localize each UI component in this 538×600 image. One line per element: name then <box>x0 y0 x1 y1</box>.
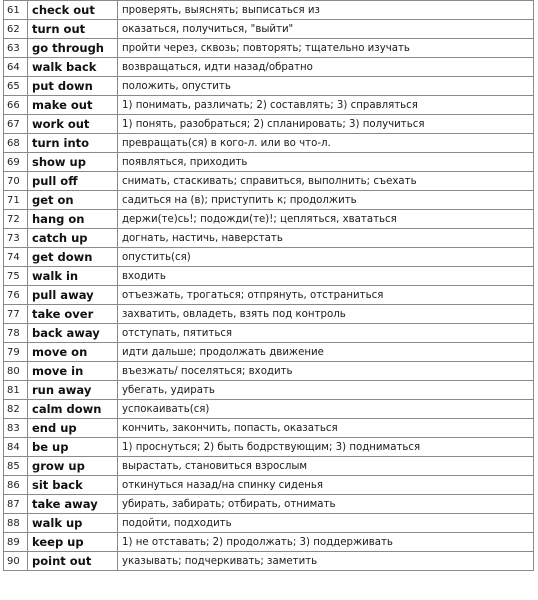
phrasal-verb: move on <box>28 343 118 362</box>
translation: идти дальше; продолжать движение <box>118 343 534 362</box>
translation: превращать(ся) в кого-л. или во что-л. <box>118 134 534 153</box>
table-row <box>4 286 534 305</box>
translation: догнать, настичь, наверстать <box>118 229 534 248</box>
row-number: 67 <box>4 115 28 134</box>
phrasal-verb: sit back <box>28 476 118 495</box>
row-number: 80 <box>4 362 28 381</box>
row-number: 63 <box>4 39 28 58</box>
phrasal-verb: hang on <box>28 210 118 229</box>
translation: положить, опустить <box>118 77 534 96</box>
translation: снимать, стаскивать; справиться, выполнить; съехать <box>118 172 534 191</box>
translation: въезжать/ поселяться; входить <box>118 362 534 381</box>
row-number: 75 <box>4 267 28 286</box>
phrasal-verb: turn out <box>28 20 118 39</box>
translation: 1) проснуться; 2) быть бодрствующим; 3) подниматься <box>118 438 534 457</box>
vocabulary-sheet <box>3 0 534 571</box>
phrasal-verb: pull off <box>28 172 118 191</box>
table-row <box>4 400 534 419</box>
phrasal-verb: show up <box>28 153 118 172</box>
phrasal-verb: calm down <box>28 400 118 419</box>
row-number: 71 <box>4 191 28 210</box>
row-number: 84 <box>4 438 28 457</box>
row-number: 85 <box>4 457 28 476</box>
phrasal-verb: put down <box>28 77 118 96</box>
phrasal-verb: take over <box>28 305 118 324</box>
phrasal-verb: run away <box>28 381 118 400</box>
row-number: 86 <box>4 476 28 495</box>
table-row <box>4 191 534 210</box>
translation: 1) понять, разобраться; 2) спланировать; 3) получиться <box>118 115 534 134</box>
translation: кончить, закончить, попасть, оказаться <box>118 419 534 438</box>
row-number: 89 <box>4 533 28 552</box>
row-number: 69 <box>4 153 28 172</box>
phrasal-verb: point out <box>28 552 118 571</box>
table-row <box>4 514 534 533</box>
phrasal-verb: go through <box>28 39 118 58</box>
table-row <box>4 153 534 172</box>
row-number: 87 <box>4 495 28 514</box>
phrasal-verb: take away <box>28 495 118 514</box>
phrasal-verb: back away <box>28 324 118 343</box>
translation: пройти через, сквозь; повторять; тщательно изучать <box>118 39 534 58</box>
row-number: 62 <box>4 20 28 39</box>
table-row <box>4 20 534 39</box>
table-row <box>4 533 534 552</box>
row-number: 68 <box>4 134 28 153</box>
table-row <box>4 438 534 457</box>
table-row <box>4 134 534 153</box>
row-number: 76 <box>4 286 28 305</box>
table-row <box>4 96 534 115</box>
phrasal-verb: be up <box>28 438 118 457</box>
translation: опустить(ся) <box>118 248 534 267</box>
phrasal-verb: keep up <box>28 533 118 552</box>
row-number: 79 <box>4 343 28 362</box>
phrasal-verb: walk in <box>28 267 118 286</box>
phrasal-verb: get down <box>28 248 118 267</box>
row-number: 65 <box>4 77 28 96</box>
phrasal-verb: grow up <box>28 457 118 476</box>
translation: указывать; подчеркивать; заметить <box>118 552 534 571</box>
translation: появляться, приходить <box>118 153 534 172</box>
translation: подойти, подходить <box>118 514 534 533</box>
row-number: 66 <box>4 96 28 115</box>
translation: 1) понимать, различать; 2) составлять; 3) справляться <box>118 96 534 115</box>
table-row <box>4 248 534 267</box>
row-number: 90 <box>4 552 28 571</box>
translation: убирать, забирать; отбирать, отнимать <box>118 495 534 514</box>
table-row <box>4 1 534 20</box>
translation: отъезжать, трогаться; отпрянуть, отстраниться <box>118 286 534 305</box>
row-number: 78 <box>4 324 28 343</box>
table-row <box>4 324 534 343</box>
translation: успокаивать(ся) <box>118 400 534 419</box>
translation: входить <box>118 267 534 286</box>
translation: садиться на (в); приступить к; продолжить <box>118 191 534 210</box>
translation: убегать, удирать <box>118 381 534 400</box>
phrasal-verb: move in <box>28 362 118 381</box>
row-number: 77 <box>4 305 28 324</box>
phrasal-verb: turn into <box>28 134 118 153</box>
phrasal-verb: make out <box>28 96 118 115</box>
translation: 1) не отставать; 2) продолжать; 3) поддерживать <box>118 533 534 552</box>
table-row <box>4 39 534 58</box>
row-number: 64 <box>4 58 28 77</box>
phrasal-verb: check out <box>28 1 118 20</box>
table-row <box>4 419 534 438</box>
phrasal-verb: get on <box>28 191 118 210</box>
row-number: 82 <box>4 400 28 419</box>
table-row <box>4 115 534 134</box>
table-row <box>4 476 534 495</box>
phrasal-verb: walk up <box>28 514 118 533</box>
table-row <box>4 552 534 571</box>
table-row <box>4 495 534 514</box>
row-number: 83 <box>4 419 28 438</box>
translation: вырастать, становиться взрослым <box>118 457 534 476</box>
phrasal-verb: catch up <box>28 229 118 248</box>
phrasal-verbs-table <box>3 0 534 571</box>
table-row <box>4 229 534 248</box>
phrasal-verb: end up <box>28 419 118 438</box>
translation: захватить, овладеть, взять под контроль <box>118 305 534 324</box>
table-row <box>4 77 534 96</box>
table-row <box>4 210 534 229</box>
table-row <box>4 305 534 324</box>
row-number: 61 <box>4 1 28 20</box>
table-row <box>4 457 534 476</box>
row-number: 74 <box>4 248 28 267</box>
translation: откинуться назад/на спинку сиденья <box>118 476 534 495</box>
translation: держи(те)сь!; подожди(те)!; цепляться, хвататься <box>118 210 534 229</box>
translation: проверять, выяснять; выписаться из <box>118 1 534 20</box>
table-row <box>4 267 534 286</box>
phrasal-verb: walk back <box>28 58 118 77</box>
row-number: 73 <box>4 229 28 248</box>
phrasal-verb: work out <box>28 115 118 134</box>
row-number: 70 <box>4 172 28 191</box>
table-row <box>4 58 534 77</box>
row-number: 72 <box>4 210 28 229</box>
translation: возвращаться, идти назад/обратно <box>118 58 534 77</box>
table-row <box>4 381 534 400</box>
translation: оказаться, получиться, "выйти" <box>118 20 534 39</box>
table-row <box>4 362 534 381</box>
row-number: 88 <box>4 514 28 533</box>
table-row <box>4 343 534 362</box>
row-number: 81 <box>4 381 28 400</box>
table-body <box>4 1 534 571</box>
phrasal-verb: pull away <box>28 286 118 305</box>
table-row <box>4 172 534 191</box>
translation: отступать, пятиться <box>118 324 534 343</box>
